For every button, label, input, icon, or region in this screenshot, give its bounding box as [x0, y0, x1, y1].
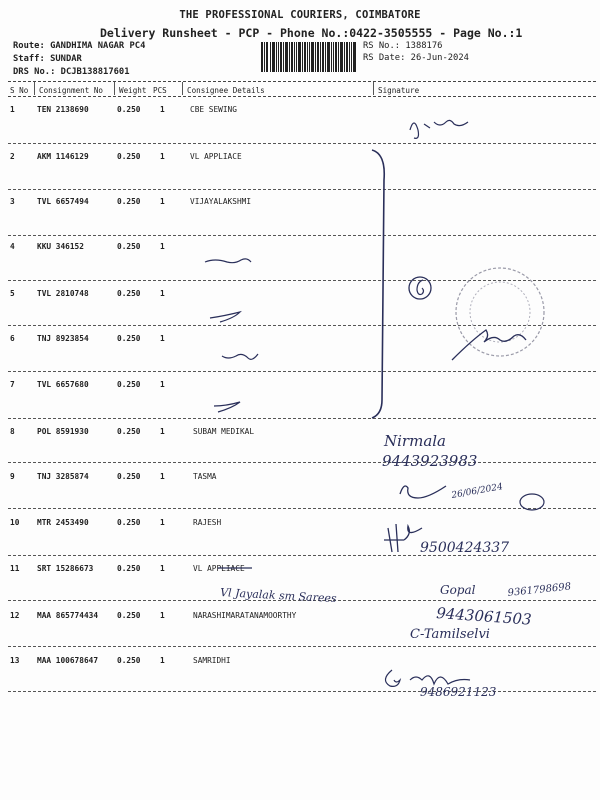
handwritten-date: 26/06/2024	[450, 482, 504, 501]
row-weight: 0.250	[117, 656, 141, 665]
row-pcs: 1	[160, 518, 165, 527]
handwritten-phone: 9443923983	[382, 452, 478, 470]
header-consignment: Consignment No	[39, 86, 104, 95]
signature-scribble	[214, 402, 240, 412]
row-weight: 0.250	[117, 611, 141, 620]
route-label: Route: GANDHIMA NAGAR PC4	[13, 41, 146, 51]
header-pcs: PCS	[153, 86, 167, 95]
row-consignment-no: SRT 15286673	[37, 564, 94, 573]
row-consignee: VL APPLIACE	[190, 152, 242, 161]
row-weight: 0.250	[117, 564, 141, 573]
row-consignment-no: TNJ 3285874	[37, 472, 89, 481]
row-consignment-no: TVL 2810748	[37, 289, 89, 298]
row-s-no: 10	[10, 518, 20, 527]
row-weight: 0.250	[117, 289, 141, 298]
row-divider	[8, 646, 596, 647]
row-s-no: 13	[10, 656, 20, 665]
rs-number: RS No.: 1388176	[363, 41, 443, 51]
handwritten-phone: 9361798698	[507, 581, 572, 599]
row-pcs: 1	[160, 472, 165, 481]
header-divider	[114, 82, 115, 95]
row-consignee: TASMA	[193, 472, 217, 481]
signature-scribble	[205, 259, 251, 263]
row-consignment-no: MTR 2453490	[37, 518, 89, 527]
row-s-no: 4	[10, 242, 15, 251]
handwritten-name: C-Tamilselvi	[410, 627, 490, 642]
row-divider	[8, 280, 596, 281]
handwritten-name: Gopal	[440, 583, 476, 597]
handwritten-note: Vl Jayalak sm Sarees	[219, 586, 337, 606]
handwritten-name: Nirmala	[384, 432, 446, 450]
signature-scribble	[452, 330, 526, 360]
header-consignee: Consignee Details	[187, 86, 265, 95]
row-pcs: 1	[160, 334, 165, 343]
row-weight: 0.250	[117, 197, 141, 206]
row-pcs: 1	[160, 152, 165, 161]
row-s-no: 9	[10, 472, 15, 481]
row-s-no: 1	[10, 105, 15, 114]
row-divider	[8, 371, 596, 372]
row-consignee: RAJESH	[193, 518, 222, 527]
stamp-icon	[456, 268, 544, 356]
staff-label: Staff: SUNDAR	[13, 54, 82, 64]
row-pcs: 1	[160, 242, 165, 251]
row-consignment-no: POL 8591930	[37, 427, 89, 436]
runsheet-subtitle: Delivery Runsheet - PCP - Phone No.:0422-3505555 - Page No.:1	[100, 26, 523, 40]
signature-scribble	[222, 354, 258, 359]
header-weight: Weight	[119, 86, 147, 95]
row-consignment-no: AKM 1146129	[37, 152, 89, 161]
row-pcs: 1	[160, 656, 165, 665]
row-pcs: 1	[160, 427, 165, 436]
row-divider	[8, 189, 596, 190]
signature-scribble	[210, 312, 240, 322]
row-divider	[8, 508, 596, 509]
header-s-no: S No	[10, 86, 29, 95]
row-pcs: 1	[160, 611, 165, 620]
row-s-no: 12	[10, 611, 20, 620]
row-consignment-no: TNJ 8923854	[37, 334, 89, 343]
row-divider	[8, 462, 596, 463]
row-weight: 0.250	[117, 380, 141, 389]
row-s-no: 2	[10, 152, 15, 161]
row-s-no: 7	[10, 380, 15, 389]
rs-date: RS Date: 26-Jun-2024	[363, 53, 469, 63]
row-pcs: 1	[160, 289, 165, 298]
row-consignee: VL APPLIACE	[193, 564, 245, 573]
row-weight: 0.250	[117, 152, 141, 161]
row-divider	[8, 143, 596, 144]
row-consignee: SUBAM MEDIKAL	[193, 427, 255, 436]
row-weight: 0.250	[117, 334, 141, 343]
row-consignment-no: TVL 6657494	[37, 197, 89, 206]
row-divider	[8, 600, 596, 601]
row-s-no: 3	[10, 197, 15, 206]
drs-number: DRS No.: DCJB138817601	[13, 67, 130, 77]
row-pcs: 1	[160, 564, 165, 573]
header-divider	[373, 82, 374, 95]
row-consignment-no: MAA 865774434	[37, 611, 99, 620]
signature-scribble	[400, 486, 446, 498]
row-consignee: CBE SEWING	[190, 105, 237, 114]
row-s-no: 11	[10, 564, 20, 573]
row-pcs: 1	[160, 380, 165, 389]
row-divider	[8, 555, 596, 556]
row-divider	[8, 235, 596, 236]
signature-scribble	[384, 524, 422, 552]
signature-scribble	[410, 120, 468, 138]
barcode	[261, 42, 356, 72]
handwritten-phone: 9500424337	[420, 540, 510, 556]
header-divider	[182, 82, 183, 95]
row-pcs: 1	[160, 197, 165, 206]
row-consignment-no: TVL 6657680	[37, 380, 89, 389]
row-consignment-no: TEN 2138690	[37, 105, 89, 114]
row-weight: 0.250	[117, 242, 141, 251]
bracket-mark	[372, 150, 384, 418]
handwritten-phone: 9443061503	[435, 604, 533, 629]
row-consignee: VIJAYALAKSHMI	[190, 197, 252, 206]
header-top-rule	[8, 81, 596, 82]
row-divider	[8, 418, 596, 419]
row-divider	[8, 325, 596, 326]
row-s-no: 6	[10, 334, 15, 343]
company-title: THE PROFESSIONAL COURIERS, COIMBATORE	[179, 9, 421, 21]
header-signature: Signature	[378, 86, 420, 95]
row-weight: 0.250	[117, 472, 141, 481]
signature-scribble	[385, 670, 470, 686]
row-consignee: NARASHIMARATANAMOORTHY	[193, 611, 297, 620]
row-consignee: SAMRIDHI	[193, 656, 231, 665]
handwritten-phone: 9486921123	[420, 685, 497, 699]
row-divider	[8, 691, 596, 692]
row-weight: 0.250	[117, 427, 141, 436]
signature-scribble	[417, 280, 424, 295]
row-weight: 0.250	[117, 518, 141, 527]
row-weight: 0.250	[117, 105, 141, 114]
header-divider	[34, 82, 35, 95]
row-consignment-no: KKU 346152	[37, 242, 84, 251]
stamp-icon	[470, 282, 530, 342]
row-pcs: 1	[160, 105, 165, 114]
row-s-no: 8	[10, 427, 15, 436]
header-bottom-rule	[8, 96, 596, 97]
row-s-no: 5	[10, 289, 15, 298]
row-consignment-no: MAA 100678647	[37, 656, 99, 665]
